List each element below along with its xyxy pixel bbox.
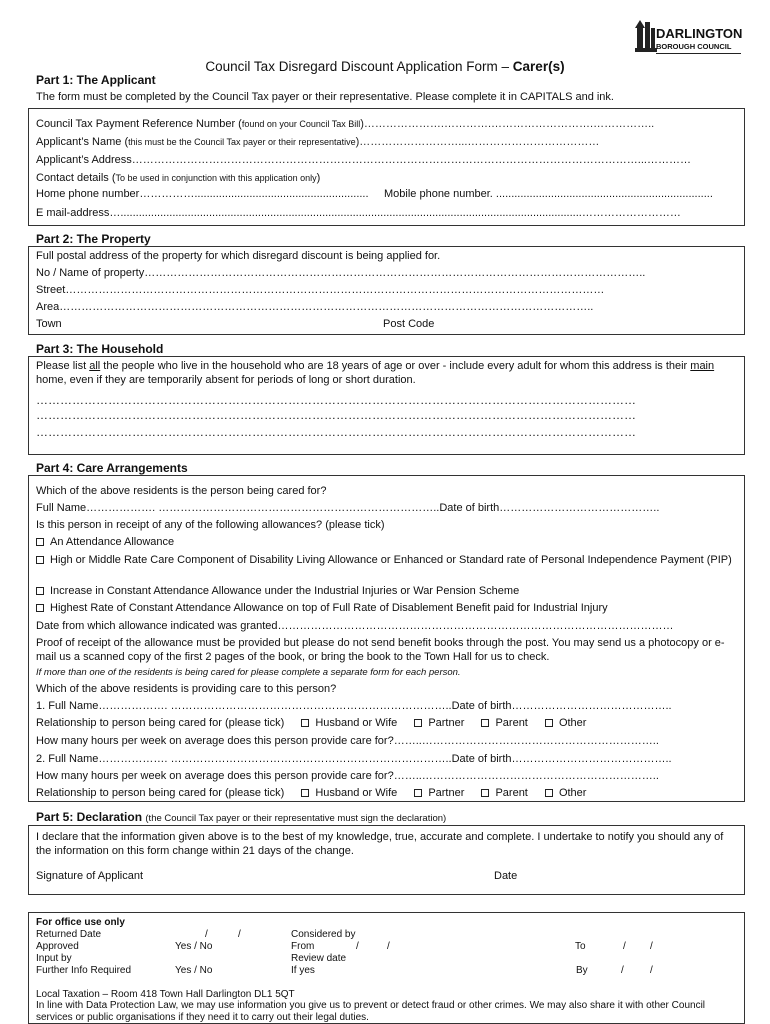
cared-for-name-dob-field[interactable]: Full Name………………. …………………………………………………………………..Date of birth……………………………………..	[36, 502, 660, 514]
email-field[interactable]: E mail-address….......................................................................................................................................................………………………	[36, 207, 681, 219]
office-slash: /	[621, 965, 624, 976]
household-line-1[interactable]: ……………………………………………………………………………………………………………………………………	[36, 393, 636, 407]
applicant-address-field[interactable]: Applicant’s Address…………………………………………………………………………………………………………………………...…………	[36, 154, 691, 166]
part3-intro: Please list all the people who live in the household who are 18 years of age or over - include every adult for whom this address is their main home, even if they are temporarily absent for periods of long or short duration.	[36, 360, 715, 386]
data-protection-notice: In line with Data Protection Law, we may use information you give us to prevent or detect fraud or other crimes. We may also share it with other Council services or public organisations if they need it to carry out their legal duties.	[36, 1000, 706, 1023]
carer1-hours-field[interactable]: How many hours per week on average does this person provide care for?……..………………………………………………………..	[36, 735, 659, 747]
date-granted-field[interactable]: Date from which allowance indicated was granted………………………………………………………………………………………………	[36, 620, 674, 632]
office-further-info: Further Info Required	[36, 965, 132, 976]
form-title: Council Tax Disregard Discount Application Form – Carer(s)	[205, 59, 565, 74]
checkbox[interactable]	[301, 719, 309, 727]
part1-intro: The form must be completed by the Council Tax payer or their representative. Please complete it in CAPITALS and ink.	[36, 91, 614, 103]
part3-heading: Part 3: The Household	[36, 342, 164, 356]
relationship-other[interactable]: Other	[545, 717, 587, 729]
carer2-name-dob-field[interactable]: 2. Full Name………………. …………………………………………………………………..Date of birth……………………………………..	[36, 753, 672, 765]
logo-subtitle: BOROUGH COUNCIL	[656, 42, 732, 51]
relationship-partner[interactable]: Partner	[414, 717, 464, 729]
office-slash: /	[356, 941, 359, 952]
proof-instructions: Proof of receipt of the allowance must be provided but please do not send benefit books through the post. You may send us a photocopy or e-mail us a scanned copy of the first 2 pages of the book, or bring the book to the Town Hall for us to check.	[36, 637, 725, 663]
part2-heading: Part 2: The Property	[36, 232, 151, 246]
allowance-option-4[interactable]: Highest Rate of Constant Attendance Allowance on top of Full Rate of Disablement Benefit paid for Industrial Injury	[36, 601, 736, 615]
checkbox[interactable]	[36, 538, 44, 546]
part4-heading: Part 4: Care Arrangements	[36, 461, 188, 475]
declaration-date-field[interactable]: Date	[494, 870, 518, 882]
checkbox[interactable]	[36, 604, 44, 612]
office-slash: /	[387, 941, 390, 952]
checkbox[interactable]	[301, 789, 309, 797]
relationship-other[interactable]: Other	[545, 787, 587, 799]
office-review-date: Review date	[291, 953, 347, 964]
home-phone-field[interactable]: Home phone number…………….........................................................	[36, 188, 369, 200]
relationship-partner[interactable]: Partner	[414, 787, 464, 799]
applicant-name-field[interactable]: Applicant’s Name (this must be the Council Tax payer or their representative)………………………...………………………………	[36, 136, 600, 148]
logo-name: DARLINGTON	[656, 26, 743, 41]
household-line-2[interactable]: ……………………………………………………………………………………………………………………………………	[36, 408, 636, 422]
postcode-field[interactable]: Post Code	[383, 318, 435, 330]
checkbox[interactable]	[414, 789, 422, 797]
carer2-hours-field[interactable]: How many hours per week on average does this person provide care for?……..………………………………………………………..	[36, 770, 659, 782]
office-further-yes-no: Yes / No	[175, 965, 213, 976]
contact-details-label: Contact details (To be used in conjunction with this application only)	[36, 172, 321, 184]
office-slash: /	[623, 941, 626, 952]
office-by: By	[576, 965, 588, 976]
office-to: To	[575, 941, 586, 952]
relationship-parent[interactable]: Parent	[481, 787, 527, 799]
checkbox[interactable]	[545, 789, 553, 797]
office-slash: /	[238, 929, 241, 940]
office-considered-by: Considered by	[291, 929, 356, 940]
part1-heading: Part 1: The Applicant	[36, 73, 156, 87]
office-input-by: Input by	[36, 953, 72, 964]
office-slash: /	[650, 941, 653, 952]
property-name-field[interactable]: No / Name of property………………………………………………………………………………………………………………………..	[36, 267, 646, 279]
street-field[interactable]: Street…………………………………………………………………………………………………………………………………	[36, 284, 605, 296]
office-slash: /	[650, 965, 653, 976]
carer2-relationship-row: Relationship to person being cared for (please tick) Husband or Wife Partner Parent Other	[36, 787, 587, 799]
checkbox[interactable]	[481, 719, 489, 727]
allowance-question: Is this person in receipt of any of the following allowances? (please tick)	[36, 519, 385, 531]
allowance-option-2[interactable]: High or Middle Rate Care Component of Disability Living Allowance or Enhanced or Standard rate of Personal Independence Payment (PIP)	[36, 553, 736, 567]
town-field[interactable]: Town	[36, 318, 62, 330]
checkbox[interactable]	[545, 719, 553, 727]
reference-number-field[interactable]: Council Tax Payment Reference Number (found on your Council Tax Bill)………………….………….……………………….……………..	[36, 118, 655, 130]
part5-heading: Part 5: Declaration (the Council Tax payer or their representative must sign the declaration)	[36, 810, 447, 824]
relationship-husband-wife[interactable]: Husband or Wife	[301, 787, 397, 799]
checkbox[interactable]	[36, 556, 44, 564]
signature-field[interactable]: Signature of Applicant	[36, 870, 144, 882]
relationship-parent[interactable]: Parent	[481, 717, 527, 729]
separate-form-note: If more than one of the residents is being cared for please complete a separate form for each person.	[36, 667, 461, 678]
relationship-husband-wife[interactable]: Husband or Wife	[301, 717, 397, 729]
household-line-3[interactable]: ……………………………………………………………………………………………………………………………………	[36, 425, 636, 439]
area-field[interactable]: Area………………………………………………………………………………………………………………………………..	[36, 301, 594, 313]
office-approved: Approved	[36, 941, 79, 952]
carer1-name-dob-field[interactable]: 1. Full Name………………. …………………………………………………………………..Date of birth……………………………………..	[36, 700, 672, 712]
footer-address: Local Taxation – Room 418 Town Hall Darlington DL1 5QT	[36, 989, 295, 1000]
office-use-heading: For office use only	[36, 917, 125, 928]
part2-intro: Full postal address of the property for which disregard discount is being applied for.	[36, 250, 441, 262]
office-if-yes: If yes	[291, 965, 315, 976]
checkbox[interactable]	[414, 719, 422, 727]
carer-question: Which of the above residents is providing care to this person?	[36, 683, 337, 695]
office-approved-yes-no: Yes / No	[175, 941, 213, 952]
cared-for-question: Which of the above residents is the person being cared for?	[36, 485, 327, 497]
mobile-phone-field[interactable]: Mobile phone number. .......................................................................	[384, 188, 713, 200]
checkbox[interactable]	[36, 587, 44, 595]
logo-rule	[656, 53, 741, 54]
checkbox[interactable]	[481, 789, 489, 797]
office-slash: /	[205, 929, 208, 940]
office-from: From	[291, 941, 315, 952]
declaration-text: I declare that the information given above is to the best of my knowledge, true, accurate and complete. I undertake to notify you should any of the information on this form change within 21 days of the change.	[36, 831, 724, 857]
office-returned-date: Returned Date	[36, 929, 102, 940]
allowance-option-3[interactable]: Increase in Constant Attendance Allowance under the Industrial Injuries or War Pension Scheme	[36, 584, 736, 598]
allowance-option-1[interactable]: An Attendance Allowance	[36, 535, 736, 549]
carer1-relationship-row: Relationship to person being cared for (please tick) Husband or Wife Partner Parent Other	[36, 717, 587, 729]
